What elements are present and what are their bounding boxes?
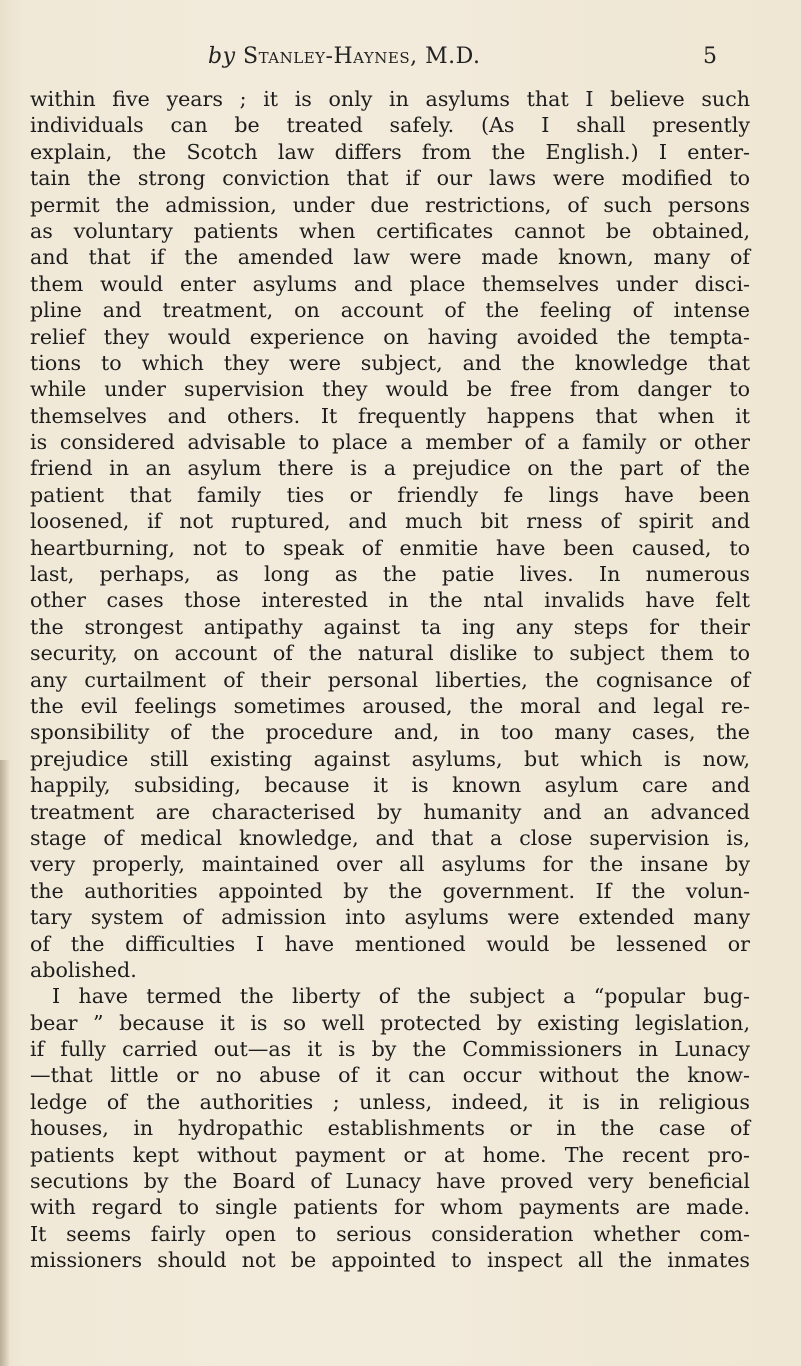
text-line: patients kept without payment or at home. The recent pro- — [30, 1142, 750, 1167]
text-line: treatment are characterised by humanity and an advanced — [30, 799, 750, 824]
text-line: the strongest antipathy against ta ing any steps for their — [30, 614, 750, 639]
text-line: relief they would experience on having avoided the tempta- — [30, 324, 750, 349]
text-line: ledge of the authorities ; unless, indeed, it is in religious — [30, 1089, 750, 1114]
text-line: abolished. — [30, 957, 137, 982]
text-line: happily, subsiding, because it is known asylum care and — [30, 773, 750, 798]
text-line: houses, in hydropathic establishments or in the case of — [30, 1116, 750, 1141]
text-line: friend in an asylum there is a prejudice on the part of the — [30, 456, 750, 481]
text-line: missioners should not be appointed to inspect all the inmates — [30, 1248, 750, 1273]
text-line: I have termed the liberty of the subject a “popular bug- — [52, 984, 750, 1009]
text-line: loosened, if not ruptured, and much bit rness of spirit and — [30, 509, 750, 534]
text-line: security, on account of the natural dislike to subject them to — [30, 641, 750, 666]
text-line: if fully carried out—as it is by the Commissioners in Lunacy — [30, 1037, 750, 1062]
text-line: any curtailment of their personal liberties, the cognisance of — [30, 667, 750, 692]
text-line: individuals can be treated safely. (As I shall presently — [30, 113, 750, 138]
running-title-author: Stanley-Haynes, M.D. — [243, 44, 481, 69]
text-line: tain the strong conviction that if our laws were modified to — [30, 166, 750, 191]
text-line: them would enter asylums and place themselves under disci- — [30, 271, 750, 296]
text-line: pline and treatment, on account of the feeling of intense — [30, 298, 750, 323]
text-line: It seems fairly open to serious consideration whether com- — [30, 1221, 750, 1246]
running-title — [208, 44, 481, 69]
text-line: patient that family ties or friendly fe lings have been — [30, 482, 750, 507]
text-line: sponsibility of the procedure and, in too many cases, the — [30, 720, 750, 745]
body-text — [30, 86, 750, 1274]
text-line: stage of medical knowledge, and that a close supervision is, — [30, 825, 750, 850]
text-line: and that if the amended law were made known, many of — [30, 245, 750, 270]
running-title-by: by — [208, 44, 236, 69]
page-number: 5 — [703, 44, 717, 69]
text-line: tary system of admission into asylums were extended many — [30, 905, 750, 930]
text-line: heartburning, not to speak of enmitie have been caused, to — [30, 535, 750, 560]
text-line: themselves and others. It frequently happens that when it — [30, 403, 750, 428]
text-line: other cases those interested in the ntal invalids have felt — [30, 588, 750, 613]
text-line: is considered advisable to place a member of a family or other — [30, 430, 750, 455]
text-line: secutions by the Board of Lunacy have proved very beneficial — [30, 1169, 750, 1194]
text-line: the evil feelings sometimes aroused, the moral and legal re- — [30, 693, 750, 718]
text-line: with regard to single patients for whom payments are made. — [30, 1195, 750, 1220]
text-line: tions to which they were subject, and the knowledge that — [30, 350, 750, 375]
text-line: of the difficulties I have mentioned would be lessened or — [30, 931, 750, 956]
text-line: bear ” because it is so well protected by existing legislation, — [30, 1010, 750, 1035]
text-line: prejudice still existing against asylums, but which is now, — [30, 746, 750, 771]
text-line: explain, the Scotch law differs from the English.) I enter- — [30, 139, 750, 164]
text-line: —that little or no abuse of it can occur without the know- — [30, 1063, 750, 1088]
running-head — [0, 44, 801, 76]
text-line: within five years ; it is only in asylums that I believe such — [30, 87, 750, 111]
binding-shadow — [0, 760, 10, 1366]
text-line: while under supervision they would be free from danger to — [30, 377, 750, 402]
text-line: the authorities appointed by the government. If the volun- — [30, 878, 750, 903]
text-line: very properly, maintained over all asylums for the insane by — [30, 852, 750, 877]
text-line: last, perhaps, as long as the patie lives. In numerous — [30, 562, 750, 587]
text-line: permit the admission, under due restrictions, of such persons — [30, 192, 750, 217]
text-line: as voluntary patients when certificates cannot be obtained, — [30, 218, 750, 243]
